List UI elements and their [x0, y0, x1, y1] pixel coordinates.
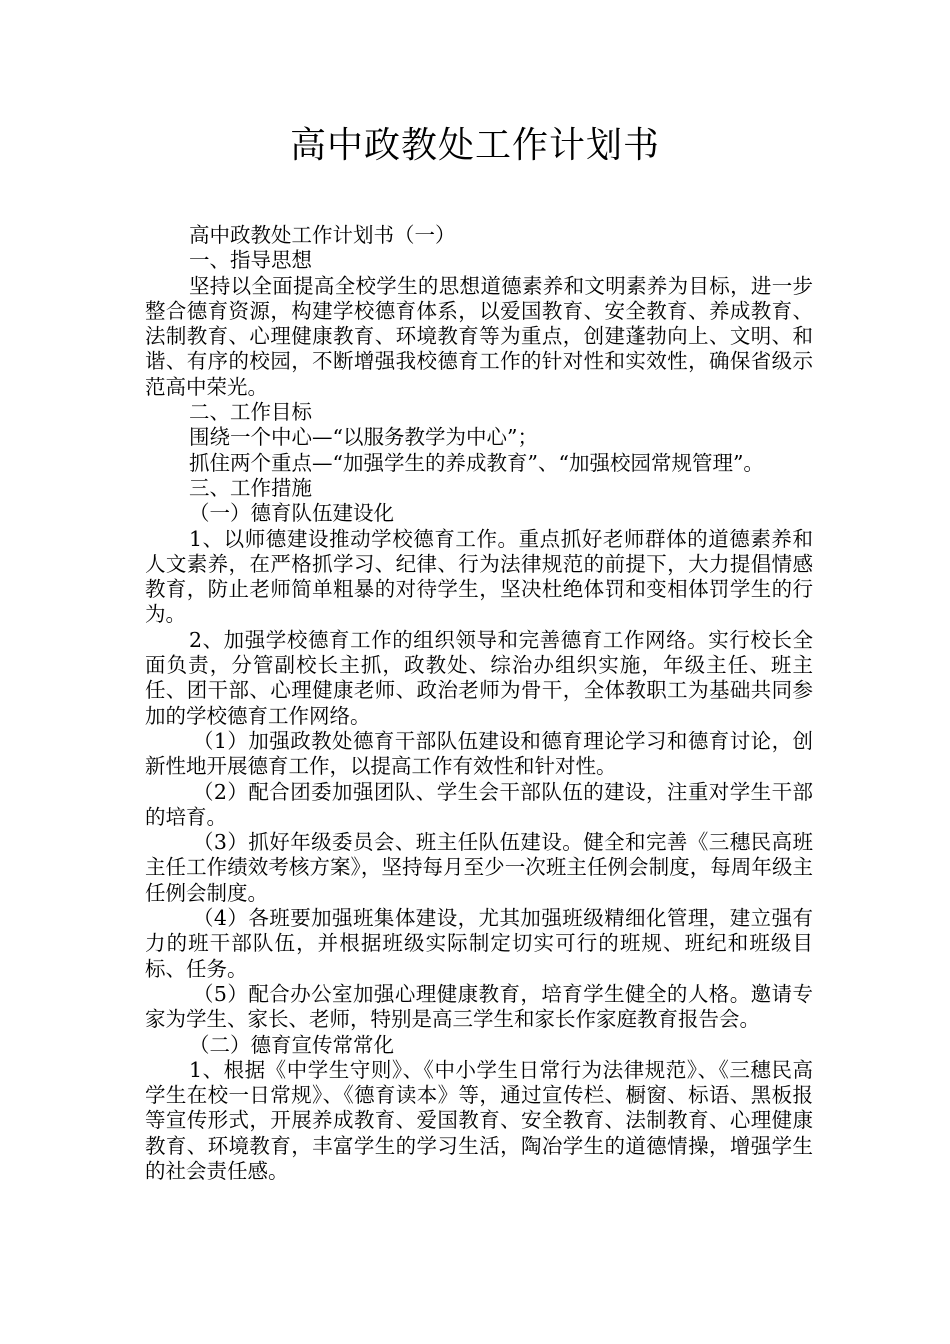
paragraph-subtitle: 高中政教处工作计划书（一）	[189, 223, 456, 247]
subheading-team-building: （一）德育队伍建设化	[189, 501, 394, 526]
paragraph-subitem-5: （5）配合办公室加强心理健康教育，培育学生健全的人格。邀请专家为学生、家长、老师，特别是高三学生和家长作家庭教育报告会。	[145, 981, 813, 1032]
paragraph-guiding-ideology: 坚持以全面提高全校学生的思想道德素养和文明素养为目标，进一步整合德育资源，构建学校德育体系，以爱国教育、安全教育、养成教育、法制教育、心理健康教育、环境教育等为重点，创建蓬勃向上、文明、和谐、有序的校园，不断增强我校德育工作的针对性和实效性，确保省级示范高中荣光。	[145, 273, 813, 399]
paragraph-item-1: 1、以师德建设推动学校德育工作。重点抓好老师群体的道德素养和人文素养，在严格抓学习、纪律、行为法律规范的前提下，大力提倡情感教育，防止老师简单粗暴的对待学生，坚决杜绝体罚和变相体罚学生的行为。	[145, 526, 813, 627]
paragraph-publicity-item-1: 1、根据《中学生守则》、《中小学生日常行为法律规范》、《三穗民高学生在校一日常规》、《德育读本》等，通过宣传栏、橱窗、标语、黑板报等宣传形式，开展养成教育、爱国教育、安全教育、法制教育、心理健康教育、环境教育，丰富学生的学习生活，陶冶学生的道德情操，增强学生的社会责任感。	[145, 1057, 813, 1183]
heading-work-goals: 二、工作目标	[189, 400, 312, 425]
document-body	[145, 223, 813, 1184]
paragraph-subitem-1: （1）加强政教处德育干部队伍建设和德育理论学习和德育讨论，创新性地开展德育工作，以提高工作有效性和针对性。	[145, 728, 813, 779]
heading-work-measures: 三、工作措施	[189, 475, 312, 500]
document-title: 高中政教处工作计划书	[289, 125, 660, 166]
paragraph-subitem-4: （4）各班要加强班集体建设，尤其加强班级精细化管理，建立强有力的班干部队伍，并根据班级实际制定切实可行的班规、班纪和班级目标、任务。	[145, 906, 813, 981]
paragraph-subitem-3: （3）抓好年级委员会、班主任队伍建设。健全和完善《三穗民高班主任工作绩效考核方案》，坚持每月至少一次班主任例会制度，每周年级主任例会制度。	[145, 830, 813, 905]
paragraph-item-2: 2、加强学校德育工作的组织领导和完善德育工作网络。实行校长全面负责，分管副校长主抓，政教处、综治办组织实施，年级主任、班主任、团干部、心理健康老师、政治老师为骨干，全体教职工为基础共同参加的学校德育工作网络。	[145, 627, 813, 728]
paragraph-subitem-2: （2）配合团委加强团队、学生会干部队伍的建设，注重对学生干部的培育。	[145, 779, 813, 829]
heading-guiding-ideology: 一、指导思想	[189, 248, 312, 273]
paragraph-goal-center: 围绕一个中心—“以服务教学为中心”；	[189, 425, 538, 450]
paragraph-goal-focus: 抓住两个重点—“加强学生的养成教育”、“加强校园常规管理”。	[189, 450, 764, 475]
subheading-publicity: （二）德育宣传常常化	[189, 1032, 394, 1057]
